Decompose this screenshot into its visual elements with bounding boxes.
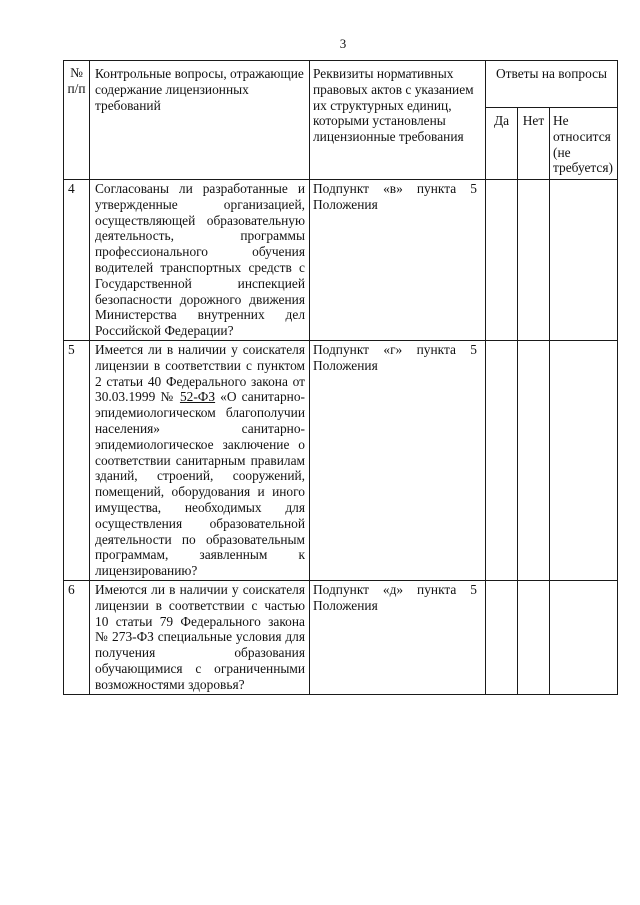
question-text-start: Имеется ли в наличии у соискателя лицензии в соответствии с пунктом 2 статьи 40 Федерального закона от 30.03.1999 № xyxy=(95,341,305,405)
answer-yes-cell[interactable] xyxy=(486,340,518,580)
answer-no-cell[interactable] xyxy=(518,180,550,341)
answer-na-cell[interactable] xyxy=(550,580,618,694)
row-question: Имеются ли в наличии у соискателя лицензии в соответствии с частью 10 статьи 79 Федерального закона № 273-ФЗ специальные условия для получения образования обучающимися с ограниченными возможностями здоровья? xyxy=(90,580,310,694)
header-yes: Да xyxy=(486,108,518,180)
answer-no-cell[interactable] xyxy=(518,580,550,694)
header-number: № п/п xyxy=(64,61,90,180)
table-header-row xyxy=(64,61,618,108)
row-number: 6 xyxy=(64,580,90,694)
header-requisites: Реквизиты нормативных правовых актов с указанием их структурных единиц, которыми установлены лицензионные требования xyxy=(310,61,486,180)
header-no: Нет xyxy=(518,108,550,180)
answer-no-cell[interactable] xyxy=(518,340,550,580)
answer-yes-cell[interactable] xyxy=(486,580,518,694)
table-row xyxy=(64,340,618,580)
answer-na-cell[interactable] xyxy=(550,340,618,580)
row-question xyxy=(90,340,310,580)
table-row xyxy=(64,180,618,341)
page-number: 3 xyxy=(339,36,347,51)
row-number: 4 xyxy=(64,180,90,341)
answer-yes-cell[interactable] xyxy=(486,180,518,341)
law-link[interactable]: 52-ФЗ xyxy=(179,389,216,405)
table-row xyxy=(64,580,618,694)
header-question: Контрольные вопросы, отражающие содержание лицензионных требований xyxy=(90,61,310,180)
row-number: 5 xyxy=(64,340,90,580)
row-requisite: Подпункт «в» пункта 5 Положения xyxy=(310,180,486,341)
question-text-end: «О санитарно-эпидемиологическом благополучии населения» санитарно-эпидемиологическое заключение о соответствии санитарным правилам зданий, строений, сооружений, помещений, оборудования и иного имущества, необходимых для осуществления образовательной деятельности по образовательным программам, заявленным к лицензированию? xyxy=(95,389,305,579)
license-requirements-table xyxy=(63,60,618,695)
header-answers: Ответы на вопросы xyxy=(486,61,618,108)
row-question: Согласованы ли разработанные и утвержденные организацией, осуществляющей образовательную деятельность, программы профессионального обучения водителей транспортных средств с Государственной инспекцией безопасности дорожного движения Министерства внутренних дел Российской Федерации? xyxy=(90,180,310,341)
row-requisite: Подпункт «д» пункта 5 Положения xyxy=(310,580,486,694)
header-not-applicable: Не относится (не требуется) xyxy=(550,108,618,180)
answer-na-cell[interactable] xyxy=(550,180,618,341)
row-requisite: Подпункт «г» пункта 5 Положения xyxy=(310,340,486,580)
